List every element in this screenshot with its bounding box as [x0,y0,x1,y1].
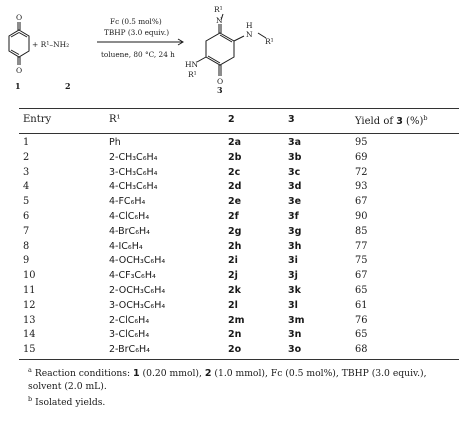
substituent-cell: 2-BrC₆H₄ [109,344,150,356]
amine-cell: 2l [228,299,238,311]
substituent-cell: 4-BrC₆H₄ [109,225,150,237]
substituent-cell: 3-OCH₃C₆H₄ [109,299,166,311]
product-cell: 3b [288,151,302,163]
product-oxygen: O [217,77,224,86]
entry-cell: 3 [23,166,30,178]
yield-cell: 95 [355,137,368,148]
yield-cell: 69 [355,151,368,163]
amine-cell: 2j [228,270,238,282]
amine-cell: 2k [228,285,241,296]
product-cell: 3k [288,285,301,296]
amine-cell: 2d [228,181,242,193]
substituent-cell: Ph [109,137,121,148]
substituent-cell: 4-IC₆H₄ [109,240,143,252]
header-yield-prefix: Yield of [355,116,397,127]
yield-cell: 93 [355,181,368,193]
product-cell: 3a [288,137,302,148]
entry-cell: 9 [23,255,30,267]
substituent-cell: 4-CH₃C₆H₄ [109,181,158,193]
product-cell: 3n [288,329,302,341]
compound-3-label: 3 [217,85,223,95]
imine-nitrogen: N [216,16,223,25]
entry-cell: 10 [23,270,36,282]
oxygen-label-bottom: O [16,66,23,75]
table-row [19,329,459,342]
benzoquinone-structure [9,22,29,65]
product-cell: 3j [288,270,298,282]
substituent-cell: 2-ClC₆H₄ [109,314,150,326]
header-yield [355,114,428,127]
amine-hydrogen: H [246,21,253,30]
product-structure [197,14,266,76]
table-row [19,196,459,209]
header-r1: R¹ [109,114,121,125]
entry-cell: 2 [23,151,30,163]
amine-cell: 2o [228,344,242,356]
table-header-row [19,114,459,130]
table-row [19,270,459,283]
footnote-a-mark: a [28,366,32,374]
entry-cell: 8 [23,240,30,252]
amine-cell: 2h [228,240,242,252]
footnote-a-prefix: Reaction conditions: [34,368,134,379]
entry-cell: 7 [23,225,30,237]
yield-cell: 68 [355,344,368,356]
entry-cell: 4 [23,181,30,193]
header-yield-footnote-mark: b [423,114,428,122]
table-row [19,137,459,150]
substituent-cell: 3-CH₃C₆H₄ [109,166,158,178]
table-row [19,241,459,254]
amine-nitrogen-right: N [246,30,253,39]
reaction-scheme [0,0,468,104]
product-cell: 3f [288,211,299,222]
table-row [19,152,459,165]
r1-substituent-bottom: R¹ [188,70,197,79]
table-row [19,285,459,298]
amine-cell: 2g [228,225,242,237]
condition-solvent: toluene, 80 °C, 24 h [101,50,175,59]
r1-substituent-right: R¹ [265,37,274,46]
amine-cell: 2n [228,329,242,341]
footnote-b-text: Isolated yields. [35,397,106,408]
footnote-b [28,393,448,409]
amine-cell: 2a [228,137,242,148]
table-row [19,226,459,239]
header-yield-unit: (%) [402,116,424,127]
footnote-a-text-1: (0.20 mmol), [139,368,205,379]
yield-cell: 85 [355,225,368,237]
amine-cell: 2c [228,166,241,178]
table-bottom-rule [19,359,459,360]
product-cell: 3d [288,181,302,193]
product-cell: 3i [288,255,298,267]
header-product: 3 [288,114,295,125]
substituent-cell: 4-CF₃C₆H₄ [109,270,156,282]
yield-cell: 67 [355,270,368,282]
compound-1-label: 1 [15,81,21,91]
header-amine: 2 [228,114,235,125]
footnote-a-compound-1: 1 [133,368,140,379]
product-cell: 3h [288,240,302,252]
entry-cell: 6 [23,211,30,222]
product-cell: 3m [288,314,305,326]
substituent-cell: 2-CH₃C₆H₄ [109,151,158,163]
entry-cell: 14 [23,329,36,341]
product-cell: 3l [288,299,298,311]
substituent-cell: 2-OCH₃C₆H₄ [109,285,166,296]
entry-cell: 1 [23,137,30,148]
yield-cell: 65 [355,329,368,341]
product-cell: 3g [288,225,302,237]
yield-cell: 76 [355,314,368,326]
entry-cell: 11 [23,285,36,296]
amine-cell: 2b [228,151,242,163]
substituent-cell: 4-OCH₃C₆H₄ [109,255,166,267]
reaction-arrow [97,39,183,45]
table-row [19,315,459,328]
amine-cell: 2e [228,196,242,208]
compound-2-label: 2 [65,81,71,91]
entry-cell: 5 [23,196,30,208]
table-row [19,344,459,357]
product-cell: 3o [288,344,302,356]
table-footnotes [28,364,448,409]
yield-cell: 65 [355,285,368,296]
substituent-cell: 3-ClC₆H₄ [109,329,150,341]
substituent-cell: 4-ClC₆H₄ [109,211,150,222]
entry-cell: 13 [23,314,36,326]
condition-catalyst: Fc (0.5 mol%) [110,17,162,26]
yield-cell: 72 [355,166,368,178]
header-entry: Entry [23,114,52,125]
header-yield-compound: 3 [396,116,403,127]
amine-reagent: + R¹–NH₂ [32,40,70,49]
table-row [19,300,459,313]
entry-cell: 15 [23,344,36,356]
yield-cell: 77 [355,240,368,252]
amine-nh-left: HN [185,60,199,69]
yield-cell: 75 [355,255,368,267]
amine-cell: 2m [228,314,245,326]
yield-cell: 61 [355,299,368,311]
table-row [19,211,459,224]
amine-cell: 2i [228,255,238,267]
table-row [19,181,459,194]
condition-oxidant: TBHP (3.0 equiv.) [104,28,170,37]
table-row [19,167,459,180]
table-row [19,255,459,268]
footnote-a-compound-2: 2 [204,368,212,379]
table-top-rule [19,108,459,109]
product-cell: 3c [288,166,301,178]
footnote-a-text-2: (1.0 mmol), Fc (0.5 mol%), TBHP (3.0 equiv.), solvent (2.0 mL). [28,368,427,392]
yield-cell: 90 [355,211,368,222]
substituent-cell: 4-FC₆H₄ [109,196,146,208]
amine-cell: 2f [228,211,239,222]
footnote-b-mark: b [28,395,33,403]
entry-cell: 12 [23,299,36,311]
product-cell: 3e [288,196,302,208]
table-header-rule [19,133,459,134]
r1-substituent-top: R¹ [214,5,223,14]
footnote-a [28,364,448,393]
oxygen-label-top: O [16,13,23,22]
yield-cell: 67 [355,196,368,208]
